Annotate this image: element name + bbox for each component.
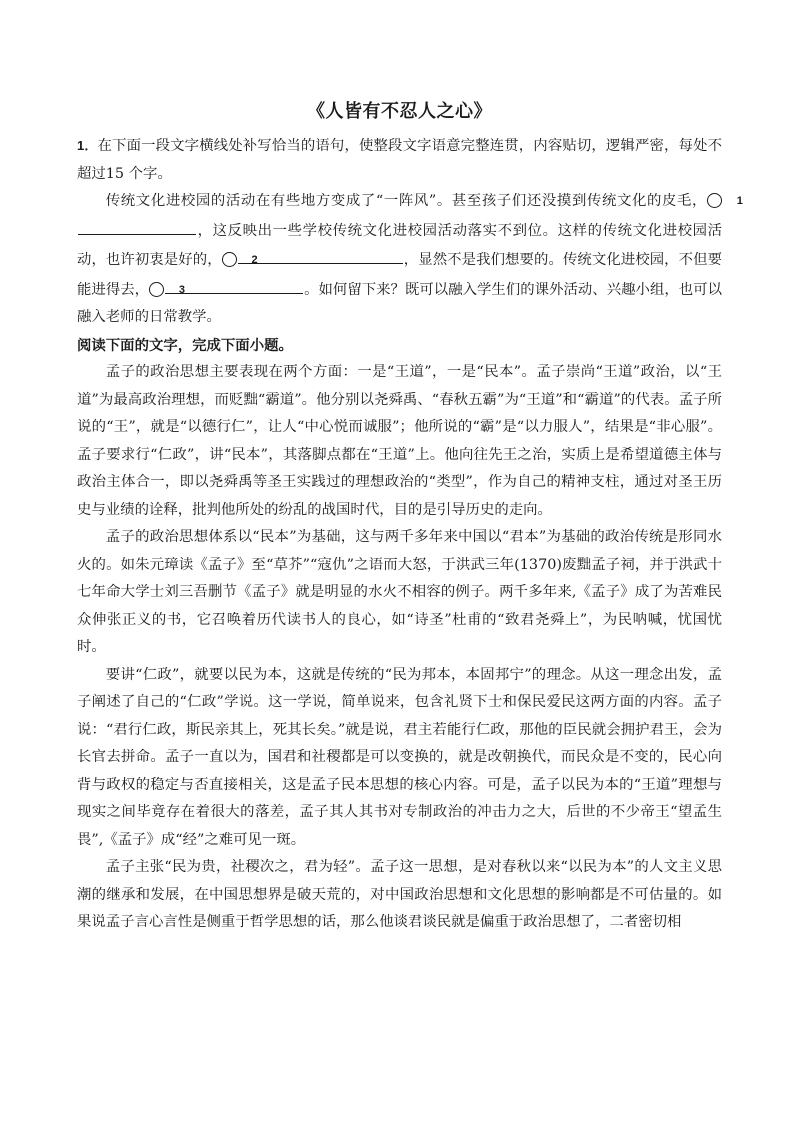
- question-1-prompt: [77, 132, 722, 188]
- question-1-passage: [77, 188, 743, 332]
- passage-segment-c: ，显然不是我们想要的。传统文化进校园，不但要能进得去，: [77, 252, 722, 298]
- reading-instruction: 阅读下面的文字，完成下面小题。: [77, 336, 293, 354]
- reading-paragraph: 孟子的政治思想主要表现在两个方面：一是“王道”，一是“民本”。孟子崇尚“王道”政治，以“王道”为最高政治理想，而贬黜“霸道”。他分别以尧舜禹、“春秋五霸”为“王道”和“霸道”的代表。孟子所说的“王”，就是“以德行仁”，让人“中心悦而诚服”；他所说的“霸”是“以力服人”，结果是“非心服”。孟子要求行“仁政”，讲“民本”，其落脚点都在“王道”上。他向往先王之治，实质上是希望道德主体与政治主体合一，即以尧舜禹等圣王实践过的理想政治的“类型”，作为自己的精神支柱，通过对圣王历史与业绩的诠释，批判他所处的纷乱的战国时代，目的是引导历史的走向。: [77, 364, 722, 518]
- reading-paragraph: 孟子主张“民为贵，社稷次之，君为轻”。孟子这一思想，是对春秋以来“以民为本”的人文主义思潮的继承和发展，在中国思想界是破天荒的，对中国政治思想和文化思想的影响都是不可估量的。如果说孟子言心言性是侧重于哲学思想的话，那么他谈君谈民就是偏重于政治思想了，二者密切相: [77, 859, 722, 930]
- answer-blank-1[interactable]: [78, 216, 196, 235]
- passage-segment-b: ，这反映出一些学校传统文化进校园活动落实不到位。这样的传统文化进校园活动，也许初衷是好的，: [77, 222, 722, 268]
- blank-marker-3: 3: [149, 282, 164, 297]
- reading-paragraph: 孟子的政治思想体系以“民本”为基础，这与两千多年来中国以“君本”为基础的政治传统是形同水火的。如朱元璋读《孟子》至“草芥”“寇仇”之语而大怒，于洪武三年(1370)废黜孟子祠，并于洪武十七年命大学士刘三吾删节《孟子》就是明显的水火不相容的例子。两千多年来,《孟子》成了为苦难民众伸张正义的书，它召唤着历代读书人的良心，如“诗圣”杜甫的“致君尧舜上”，为民呐喊，忧国忧时。: [77, 529, 722, 655]
- passage-segment-a: 传统文化进校园的活动在有些地方变成了“一阵风”。甚至孩子们还没摸到传统文化的皮毛，: [105, 193, 707, 209]
- document-content: [77, 100, 743, 937]
- passage-segment-d: 。如何留下来？既可以融入学生们的课外活动、兴趣小组，也可以融入老师的日常教学。: [77, 281, 722, 325]
- blank-marker-2: 2: [222, 252, 237, 267]
- question-number: 1．: [77, 138, 98, 153]
- blank-marker-1: 1: [707, 193, 722, 208]
- answer-blank-3[interactable]: [165, 275, 303, 294]
- reading-paragraph: 要讲“仁政”，就要以民为本，这就是传统的“民为邦本，本固邦宁”的理念。从这一理念出发，孟子阐述了自己的“仁政”学说。这一学说，简单说来，包含礼贤下士和保民爱民这两方面的内容。孟子说：“君行仁政，斯民亲其上，死其长矣。”就是说，君主若能行仁政，那他的臣民就会拥护君王，会为长官去拼命。孟子一直以为，国君和社稷都是可以变换的，就是改朝换代，而民众是不变的，民心向背与政权的稳定与否直接相关，这是孟子民本思想的核心内容。可是，孟子以民为本的“王道”理想与现实之间毕竟存在着很大的落差，孟子其人其书对专制政治的冲击力之大，后世的不少帝王“望孟生畏”,《孟子》成“经”之难可见一斑。: [77, 666, 722, 848]
- answer-blank-2[interactable]: [238, 245, 403, 264]
- document-title: 《人皆有不忍人之心》: [307, 101, 492, 122]
- question-1-text: 在下面一段文字横线处补写恰当的语句，使整段文字语意完整连贯，内容贴切，逻辑严密，每处不超过15 个字。: [77, 138, 722, 182]
